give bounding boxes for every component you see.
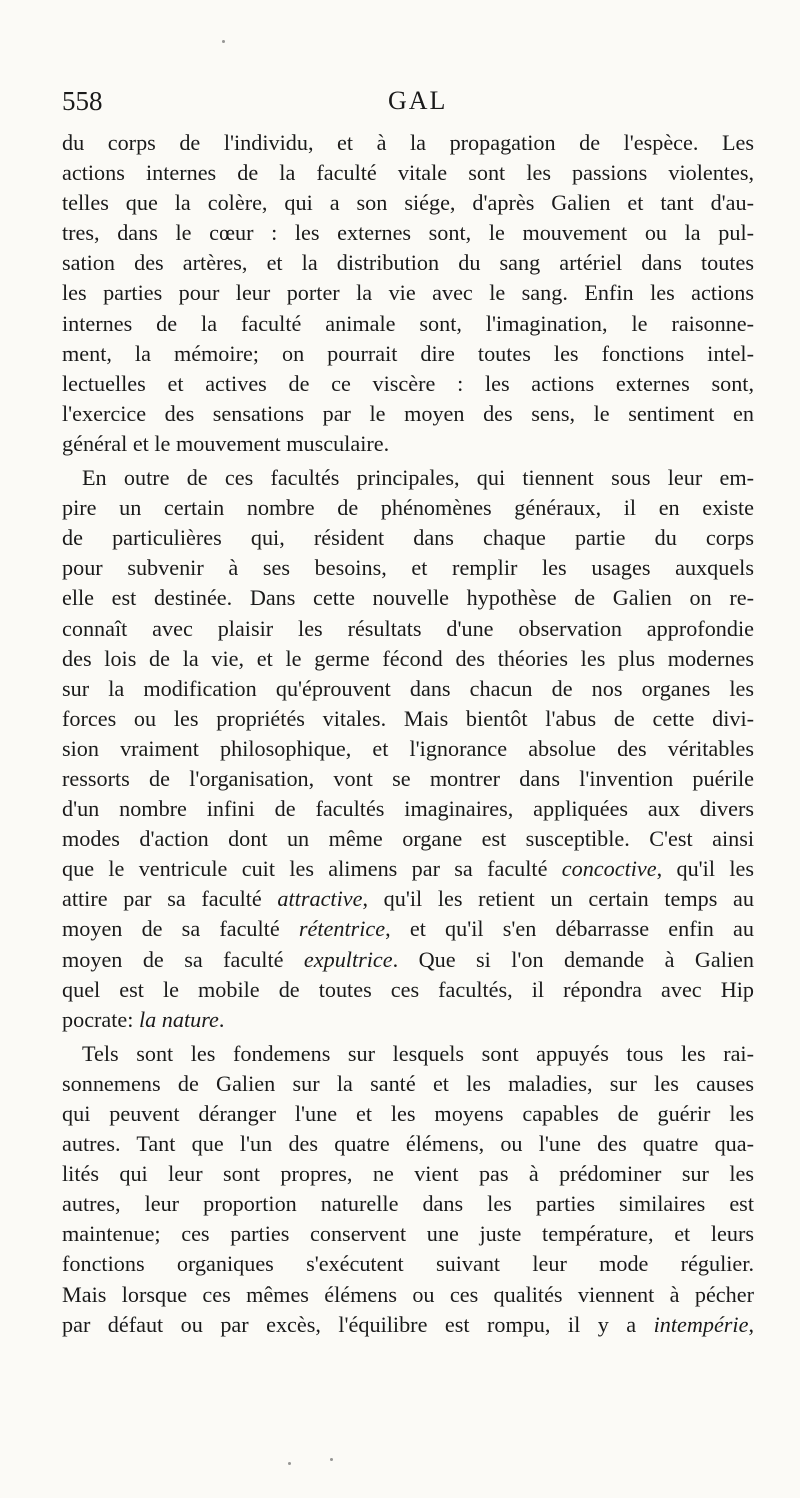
text-line: lités qui leur sont propres, ne vient pas à prédominer sur les xyxy=(62,1161,754,1187)
text-line: forces ou les propriétés vitales. Mais bientôt l'abus de cette divi- xyxy=(62,705,754,731)
text-line: autres, leur proportion naturelle dans les parties similaires est xyxy=(62,1191,754,1217)
text-line: général et le mouvement musculaire. xyxy=(62,430,390,456)
page-header xyxy=(62,86,752,120)
text-line: actions internes de la faculté vitale sont les passions violentes, xyxy=(62,160,754,186)
text-line: pire un certain nombre de phénomènes généraux, il en existe xyxy=(62,495,754,521)
text-line: par défaut ou par excès, l'équilibre est rompu, il y a intempérie, xyxy=(62,1311,754,1337)
text-line: pour subvenir à ses besoins, et remplir les usages auxquels xyxy=(62,555,754,581)
text-line: telles que la colère, qui a son siége, d'après Galien et tant d'au- xyxy=(62,190,754,216)
text-line: moyen de sa faculté rétentrice, et qu'il s'en débarrasse enfin au xyxy=(62,916,754,942)
text-line: connaît avec plaisir les résultats d'une observation approfondie xyxy=(62,615,754,641)
text-line: de particulières qui, résident dans chaque partie du corps xyxy=(62,525,754,551)
paragraph-1 xyxy=(62,128,754,459)
text-line: internes de la faculté animale sont, l'imagination, le raisonne- xyxy=(62,310,754,336)
paragraph-2 xyxy=(62,463,754,1035)
paragraph-3 xyxy=(62,1039,754,1340)
text-line: sonnemens de Galien sur la santé et les maladies, sur les causes xyxy=(62,1070,754,1096)
text-line: pocrate: la nature. xyxy=(62,1006,225,1032)
text-line: l'exercice des sensations par le moyen des sens, le sentiment en xyxy=(62,400,754,426)
text-line: quel est le mobile de toutes ces facultés, il répondra avec Hip xyxy=(62,976,754,1002)
text-line: des lois de la vie, et le germe fécond des théories les plus modernes xyxy=(62,645,754,671)
text-line: sur la modification qu'éprouvent dans chacun de nos organes les xyxy=(62,675,754,701)
scan-speck xyxy=(288,1462,291,1465)
text-line: que le ventricule cuit les alimens par sa faculté concoctive, qu'il les xyxy=(62,856,754,882)
text-line: tres, dans le cœur : les externes sont, le mouvement ou la pul- xyxy=(62,220,754,246)
text-line: maintenue; ces parties conservent une juste température, et leurs xyxy=(62,1221,754,1247)
running-head: GAL xyxy=(388,86,448,115)
text-line: qui peuvent déranger l'une et les moyens capables de guérir les xyxy=(62,1101,754,1126)
text-line: modes d'action dont un même organe est susceptible. C'est ainsi xyxy=(62,826,754,852)
text-line: En outre de ces facultés principales, qui tiennent sous leur em- xyxy=(82,465,754,491)
body-text xyxy=(62,128,754,1340)
text-line: attire par sa faculté attractive, qu'il les retient un certain temps au xyxy=(62,886,754,912)
text-line: autres. Tant que l'un des quatre élémens, ou l'une des quatre qua- xyxy=(62,1131,754,1157)
text-line: d'un nombre infini de facultés imaginaires, appliquées aux divers xyxy=(62,796,754,822)
page-number: 558 xyxy=(62,86,103,116)
text-line: lectuelles et actives de ce viscère : les actions externes sont, xyxy=(62,370,754,396)
text-line: les parties pour leur porter la vie avec le sang. Enfin les actions xyxy=(62,280,754,306)
text-line: du corps de l'individu, et à la propagation de l'espèce. Les xyxy=(62,130,754,155)
text-line: Tels sont les fondemens sur lesquels sont appuyés tous les rai- xyxy=(82,1040,754,1066)
text-line: elle est destinée. Dans cette nouvelle hypothèse de Galien on re- xyxy=(62,585,754,611)
text-line: Mais lorsque ces mêmes élémens ou ces qualités viennent à pécher xyxy=(62,1281,754,1307)
text-line: fonctions organiques s'exécutent suivant leur mode régulier. xyxy=(62,1251,754,1277)
text-line: sation des artères, et la distribution du sang artériel dans toutes xyxy=(62,250,754,276)
text-line: ment, la mémoire; on pourrait dire toutes les fonctions intel- xyxy=(62,340,754,366)
text-line: moyen de sa faculté expultrice. Que si l'on demande à Galien xyxy=(62,946,754,972)
text-line: ressorts de l'organisation, vont se montrer dans l'invention puérile xyxy=(62,765,754,791)
scan-speck xyxy=(330,1458,333,1461)
text-line: sion vraiment philosophique, et l'ignorance absolue des véritables xyxy=(62,735,754,761)
scan-speck xyxy=(222,40,225,43)
